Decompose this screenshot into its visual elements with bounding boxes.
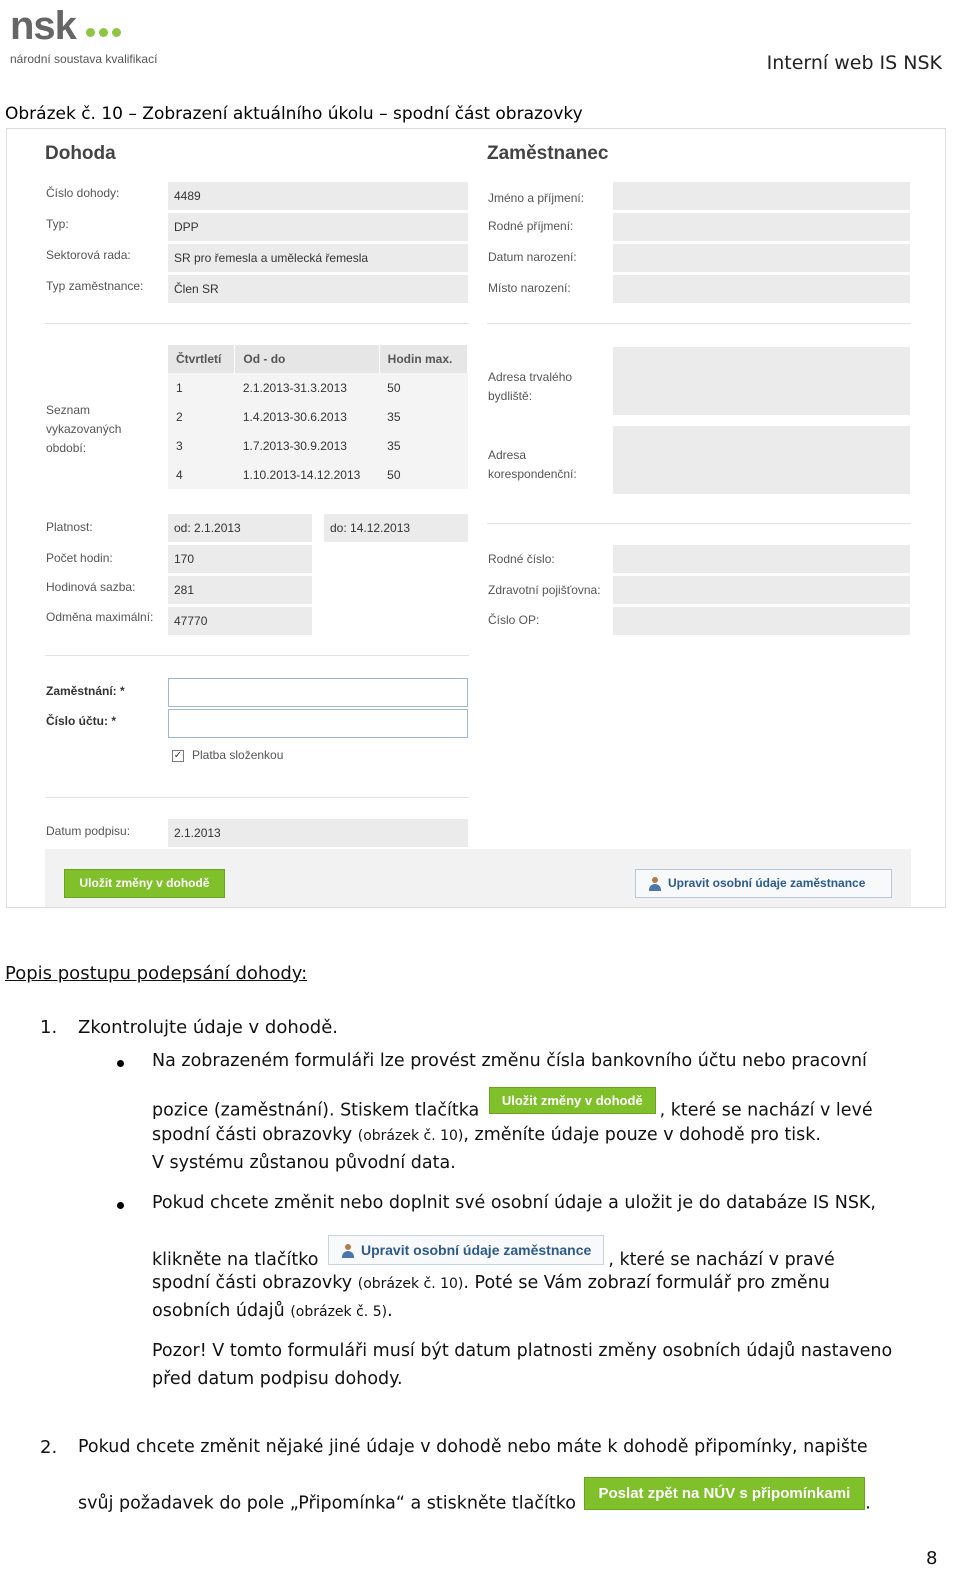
adresa-trvala-field bbox=[613, 347, 910, 415]
user-icon bbox=[341, 1244, 355, 1258]
header-title: Interní web IS NSK bbox=[766, 52, 942, 74]
cislo-uctu-input[interactable] bbox=[168, 709, 468, 738]
table-cell: 35 bbox=[387, 409, 401, 424]
text-span: . bbox=[387, 1301, 393, 1321]
text-span: klikněte na tlačítko bbox=[152, 1250, 319, 1270]
seznam-label-1: Seznam bbox=[46, 403, 91, 417]
table-row bbox=[168, 460, 468, 489]
table-cell: 4 bbox=[176, 467, 183, 482]
zamestnani-input[interactable] bbox=[168, 678, 468, 707]
table-cell: 35 bbox=[387, 438, 401, 453]
col-header: Hodin max. bbox=[379, 345, 467, 373]
pojistovna-field bbox=[613, 576, 910, 604]
text-span: . bbox=[865, 1493, 871, 1514]
rodne-prijmeni-label: Rodné příjmení: bbox=[488, 219, 574, 233]
figure-caption: Obrázek č. 10 – Zobrazení aktuálního úkolu – spodní část obrazovky bbox=[5, 104, 583, 124]
save-changes-button[interactable]: Uložit změny v dohodě bbox=[64, 869, 225, 898]
text-span: Upravit osobní údaje zaměstnance bbox=[361, 1242, 592, 1258]
bullet-1-line-2 bbox=[152, 1093, 873, 1124]
col-header: Čtvrtletí bbox=[168, 345, 235, 373]
step-1-text: Zkontrolujte údaje v dohodě. bbox=[78, 1017, 338, 1038]
table-cell: 2.1.2013-31.3.2013 bbox=[242, 380, 347, 395]
adresa-kor-field bbox=[613, 426, 910, 494]
warning-line-2: před datum podpisu dohody. bbox=[152, 1369, 403, 1389]
nsk-logo bbox=[8, 4, 178, 68]
cislo-op-field bbox=[613, 607, 910, 635]
edit-personal-data-label: Upravit osobní údaje zaměstnance bbox=[668, 876, 866, 890]
adresa-trvala-label-2: bydliště: bbox=[488, 389, 533, 403]
table-row bbox=[168, 373, 468, 402]
misto-narozeni-label: Místo narození: bbox=[488, 281, 571, 295]
bullet bbox=[117, 1202, 124, 1209]
text-span: , které se nachází v pravé bbox=[608, 1250, 835, 1270]
inline-send-back-button-image: Poslat zpět na NÚV s připomínkami bbox=[584, 1477, 866, 1510]
warning-line-1: Pozor! V tomto formuláři musí být datum platnosti změny osobních údajů nastaveno bbox=[152, 1341, 893, 1361]
inline-save-button-image: Uložit změny v dohodě bbox=[489, 1087, 656, 1114]
table-row bbox=[168, 431, 468, 460]
step-2-line-1: Pokud chcete změnit nějaké jiné údaje v dohodě nebo máte k dohodě připomínky, napište bbox=[78, 1437, 868, 1457]
text-span: osobních údajů bbox=[152, 1301, 285, 1321]
col-header: Od - do bbox=[235, 345, 379, 373]
table-cell: 3 bbox=[176, 438, 183, 453]
rodne-prijmeni-field bbox=[613, 213, 910, 241]
text-span: pozice (zaměstnání). Stiskem tlačítka bbox=[152, 1100, 480, 1121]
text-span: spodní části obrazovky bbox=[152, 1273, 353, 1293]
bullet-1-line-3 bbox=[152, 1125, 821, 1145]
zamestnanec-title: Zaměstnanec bbox=[487, 143, 609, 164]
text-span: svůj požadavek do pole „Připomínka“ a stiskněte tlačítko bbox=[78, 1493, 576, 1514]
edit-personal-data-button[interactable] bbox=[635, 869, 892, 898]
table-cell: 1.7.2013-30.9.2013 bbox=[242, 438, 347, 453]
misto-narozeni-field bbox=[613, 275, 910, 303]
table-cell: 50 bbox=[387, 467, 401, 482]
adresa-kor-label-1: Adresa bbox=[488, 448, 527, 462]
datum-podpisu-label: Datum podpisu: bbox=[46, 824, 131, 838]
list-number: 1. bbox=[40, 1017, 58, 1038]
platba-label: Platba složenkou bbox=[192, 748, 284, 762]
platnost-od-field: od: 2.1.2013 bbox=[168, 514, 312, 542]
datum-narozeni-field bbox=[613, 244, 910, 272]
table-cell: 50 bbox=[387, 380, 401, 395]
divider bbox=[45, 323, 469, 324]
seznam-label-3: období: bbox=[46, 441, 87, 455]
rodne-cislo-field bbox=[613, 545, 910, 573]
table-cell: 1.10.2013-14.12.2013 bbox=[242, 467, 361, 482]
odmena-label: Odměna maximální: bbox=[46, 610, 154, 624]
bullet-1-line-1: Na zobrazeném formuláři lze provést změnu čísla bankovního účtu nebo pracovní bbox=[152, 1051, 867, 1071]
divider bbox=[487, 323, 911, 324]
adresa-kor-label-2: korespondenční: bbox=[488, 467, 577, 481]
cislo-uctu-label: Číslo účtu: * bbox=[46, 714, 117, 728]
section-heading: Popis postupu podepsání dohody: bbox=[5, 963, 308, 984]
cislo-dohody-field: 4489 bbox=[168, 182, 468, 210]
cislo-op-label: Číslo OP: bbox=[488, 613, 540, 627]
bullet bbox=[117, 1060, 124, 1067]
divider bbox=[45, 655, 469, 656]
table-cell: 1 bbox=[176, 380, 183, 395]
figure-ref: (obrázek č. 10) bbox=[357, 1276, 464, 1292]
platnost-label: Platnost: bbox=[46, 520, 93, 534]
typ-zamestnance-field: Člen SR bbox=[168, 275, 468, 303]
dohoda-title: Dohoda bbox=[45, 143, 116, 164]
bullet-1-line-4: V systému zůstanou původní data. bbox=[152, 1153, 456, 1173]
text-span: , změníte údaje pouze v dohodě pro tisk. bbox=[463, 1125, 821, 1145]
periods-table bbox=[168, 345, 468, 489]
divider bbox=[487, 523, 911, 524]
pojistovna-label: Zdravotní pojišťovna: bbox=[488, 583, 601, 597]
datum-podpisu-field: 2.1.2013 bbox=[168, 819, 468, 847]
text-span: , které se nachází v levé bbox=[659, 1100, 873, 1121]
text-span: spodní části obrazovky bbox=[152, 1125, 353, 1145]
adresa-trvala-label-1: Adresa trvalého bbox=[488, 370, 573, 384]
seznam-label-2: vykazovaných bbox=[46, 422, 122, 436]
pocet-hodin-field: 170 bbox=[168, 545, 312, 573]
typ-label: Typ: bbox=[46, 217, 69, 231]
figure-ref: (obrázek č. 10) bbox=[357, 1128, 464, 1144]
jmeno-field bbox=[613, 182, 910, 210]
typ-zamestnance-label: Typ zaměstnance: bbox=[46, 279, 144, 293]
table-cell: 2 bbox=[176, 409, 183, 424]
odmena-field: 47770 bbox=[168, 607, 312, 635]
bullet-2-line-2 bbox=[152, 1242, 835, 1275]
jmeno-label: Jméno a příjmení: bbox=[488, 191, 585, 205]
user-icon bbox=[648, 877, 662, 891]
step-2-line-2 bbox=[78, 1487, 871, 1520]
sektorova-rada-label: Sektorová rada: bbox=[46, 248, 131, 262]
zamestnani-label: Zaměstnání: * bbox=[46, 684, 125, 698]
inline-edit-button-image bbox=[328, 1235, 604, 1265]
hodinova-sazba-field: 281 bbox=[168, 576, 312, 604]
text-span: . Poté se Vám zobrazí formulář pro změnu bbox=[463, 1273, 830, 1293]
table-row bbox=[168, 402, 468, 431]
hodinova-sazba-label: Hodinová sazba: bbox=[46, 580, 136, 594]
logo-dots bbox=[86, 24, 125, 42]
platba-checkbox[interactable]: ✓ bbox=[173, 750, 183, 761]
typ-field: DPP bbox=[168, 213, 468, 241]
bullet-2-line-1: Pokud chcete změnit nebo doplnit své osobní údaje a uložit je do databáze IS NSK, bbox=[152, 1193, 876, 1213]
pocet-hodin-label: Počet hodin: bbox=[46, 551, 113, 565]
datum-narozeni-label: Datum narození: bbox=[488, 250, 577, 264]
table-header-row bbox=[168, 345, 468, 373]
cislo-dohody-label: Číslo dohody: bbox=[46, 186, 120, 200]
logo-subtitle: národní soustava kvalifikací bbox=[10, 52, 158, 66]
sektorova-rada-field: SR pro řemesla a umělecká řemesla bbox=[168, 244, 468, 272]
rodne-cislo-label: Rodné číslo: bbox=[488, 552, 555, 566]
figure-ref: (obrázek č. 5) bbox=[290, 1304, 388, 1320]
list-number: 2. bbox=[40, 1437, 58, 1458]
logo-text: nsk bbox=[10, 4, 76, 48]
platnost-do-field: do: 14.12.2013 bbox=[324, 514, 468, 542]
divider bbox=[45, 797, 469, 798]
bullet-2-line-3 bbox=[152, 1273, 830, 1293]
bullet-2-line-4 bbox=[152, 1301, 393, 1321]
form-screenshot bbox=[6, 128, 946, 908]
page-number: 8 bbox=[926, 1548, 938, 1569]
table-cell: 1.4.2013-30.6.2013 bbox=[242, 409, 347, 424]
